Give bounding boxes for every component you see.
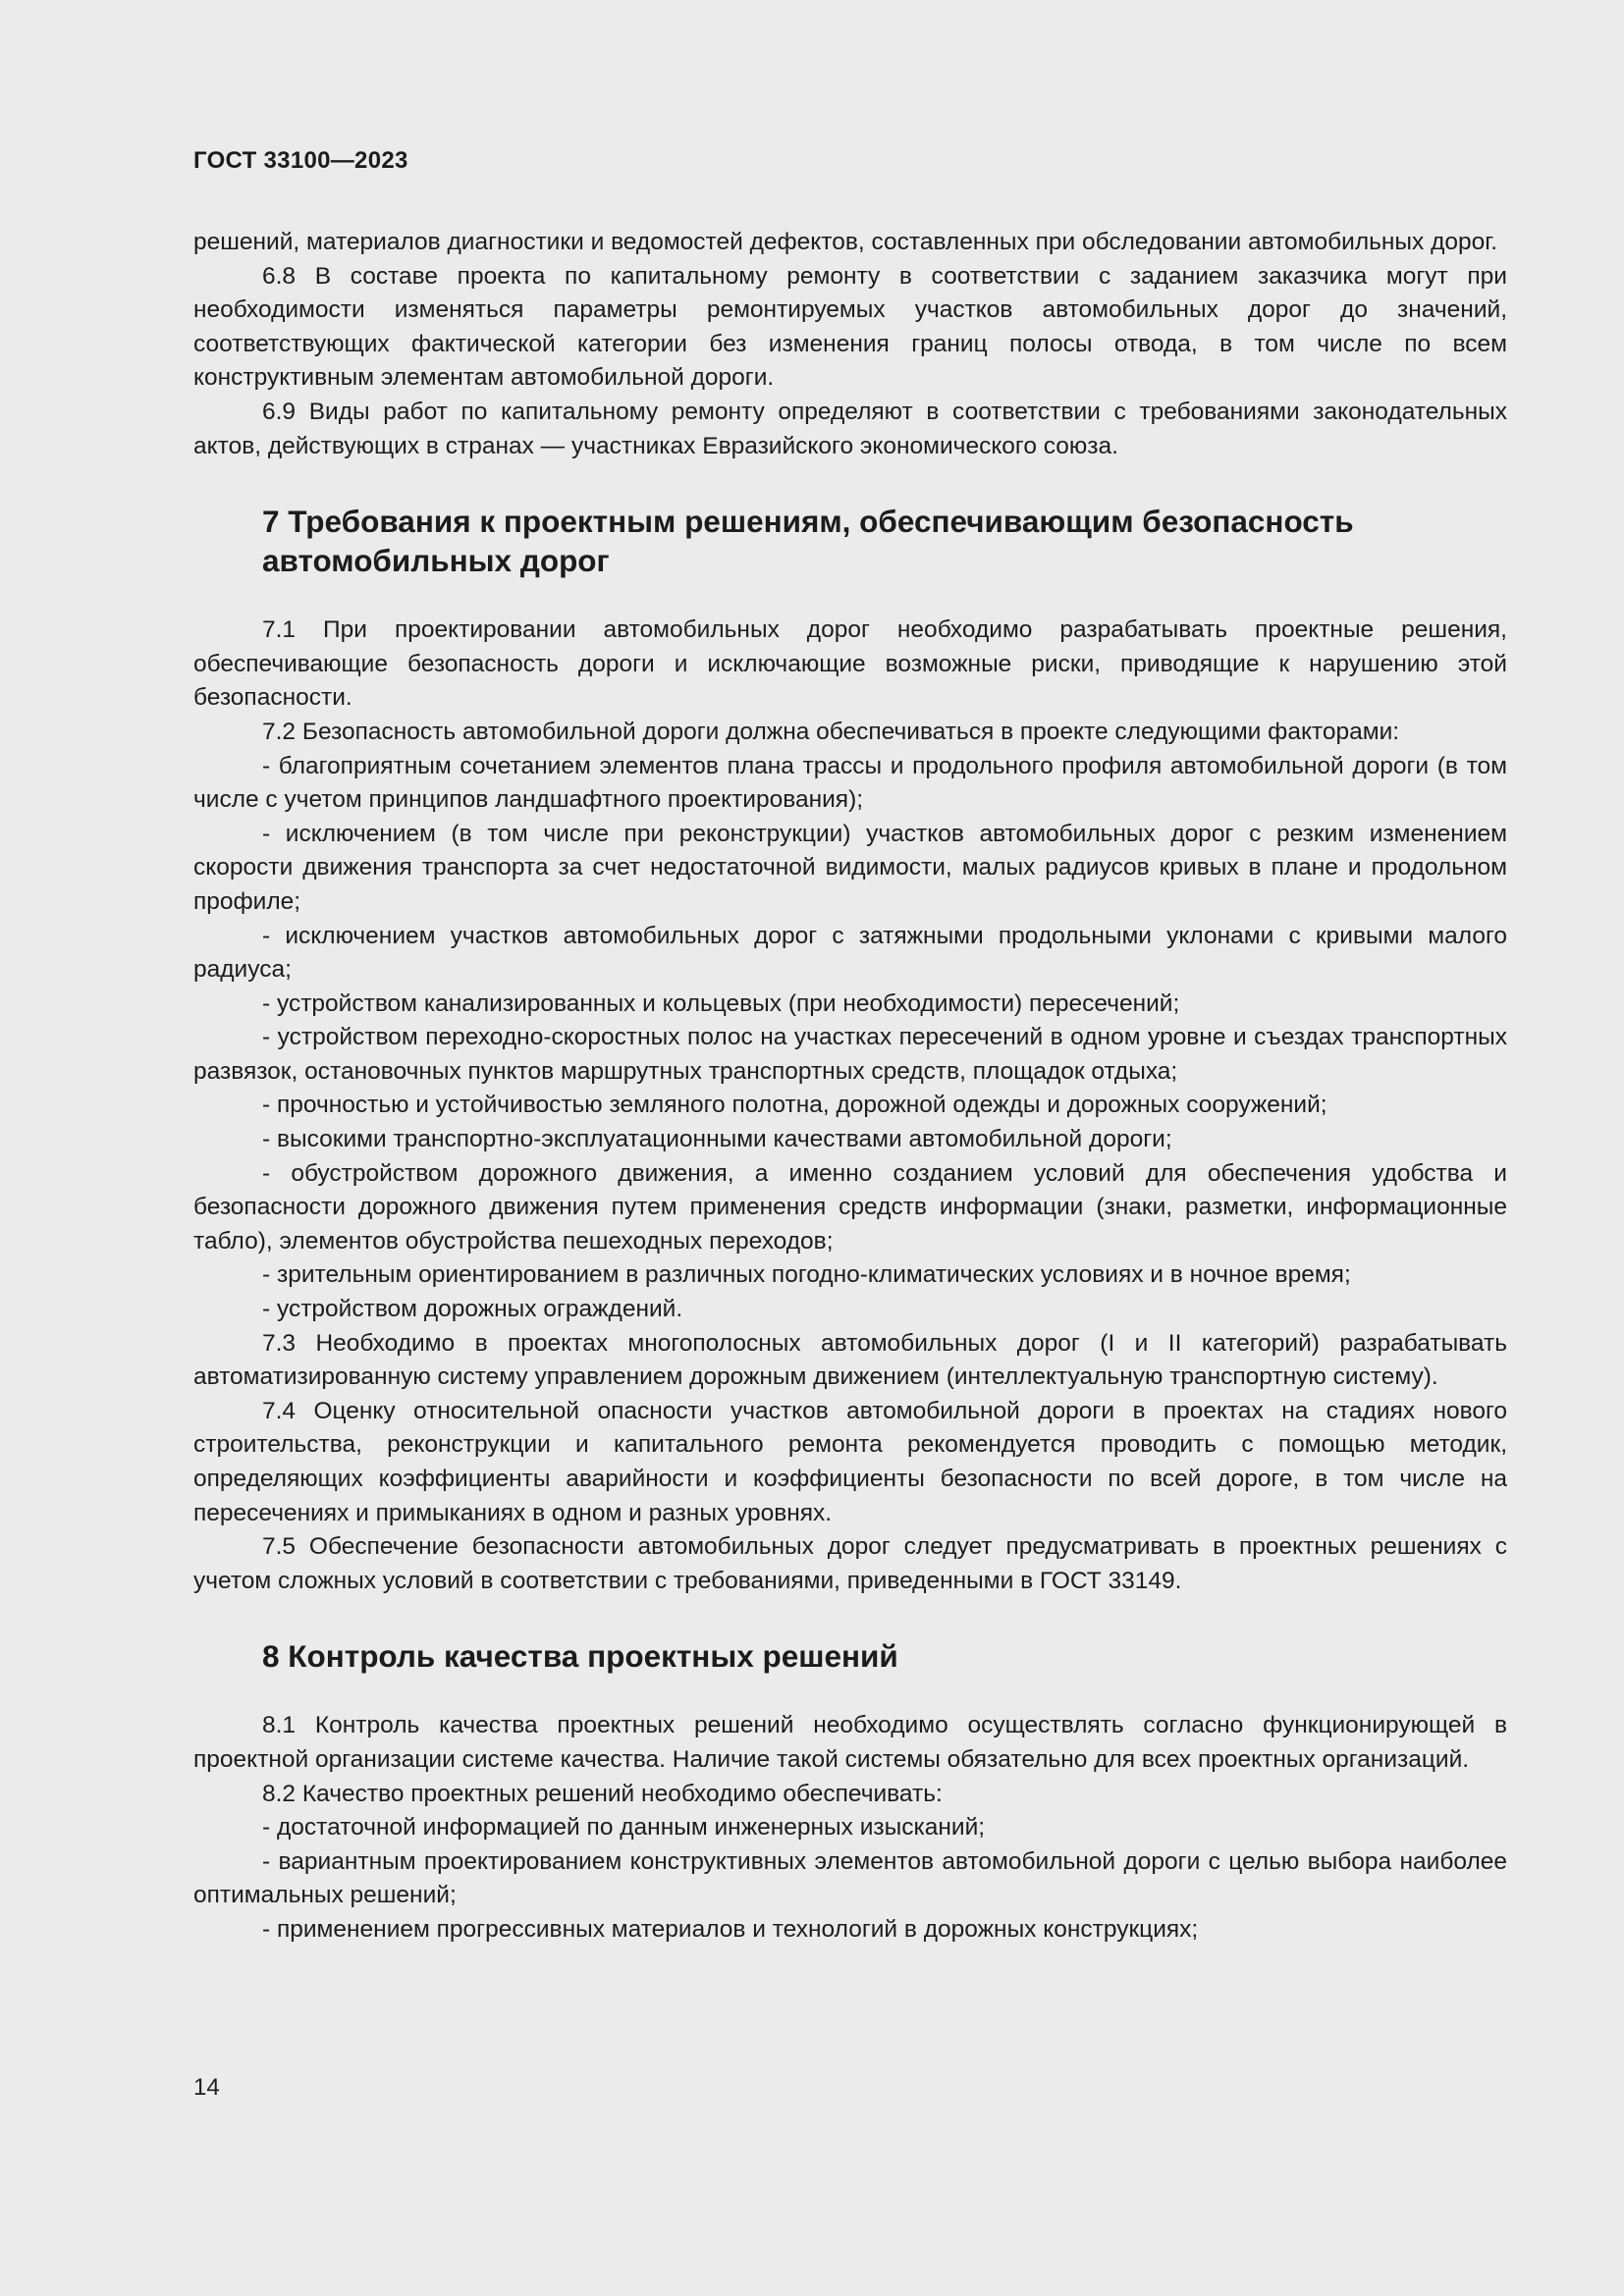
paragraph-6-8: 6.8 В составе проекта по капитальному ремонту в соответствии с заданием заказчика могут при необходимости изменяться параметры ремонтируемых участков автомобильных дорог до значений, соответствующих фактической категории без изменения границ полосы отвода, в том числе по всем конструктивным элементам автомобильной дороги. (193, 262, 1507, 392)
list-item: - исключением участков автомобильных дорог с затяжными продольными уклонами с кривыми малого радиуса; (193, 922, 1507, 984)
list-item: - устройством канализированных и кольцевых (при необходимости) пересечений; (262, 989, 1180, 1017)
standard-header: ГОСТ 33100—2023 (193, 147, 408, 174)
list-item: - устройством дорожных ограждений. (262, 1296, 683, 1323)
list-item: - благоприятным сочетанием элементов плана трассы и продольного профиля автомобильной дороги (в том числе с учетом принципов ландшафтного проектирования); (193, 752, 1507, 814)
list-item: - высокими транспортно-эксплуатационными качествами автомобильной дороги; (262, 1126, 1172, 1153)
section-heading-7: 7 Требования к проектным решениям, обеспечивающим безопасность автомобильных дорог (262, 504, 1354, 579)
paragraph-7-3: 7.3 Необходимо в проектах многополосных автомобильных дорог (I и II категорий) разрабатывать автоматизированную систему управлением дорожным движением (интеллектуальную транспортную систему). (193, 1329, 1507, 1391)
paragraph-7-5: 7.5 Обеспечение безопасности автомобильных дорог следует предусматривать в проектных решениях с учетом сложных условий в соответствии с требованиями, приведенными в ГОСТ 33149. (193, 1533, 1507, 1594)
list-item: - устройством переходно-скоростных полос на участках пересечений в одном уровне и съездах транспортных развязок, остановочных пунктов маршрутных транспортных средств, площадок отдыха; (193, 1024, 1507, 1085)
section-heading-8: 8 Контроль качества проектных решений (262, 1638, 898, 1675)
paragraph-7-1: 7.1 При проектировании автомобильных дорог необходимо разрабатывать проектные решения, обеспечивающие безопасность дороги и исключающие возможные риски, приводящие к нарушению этой безопасности. (193, 616, 1507, 712)
list-item: - зрительным ориентированием в различных погодно-климатических условиях и в ночное время; (262, 1261, 1351, 1289)
paragraph-8-2: 8.2 Качество проектных решений необходимо обеспечивать: (262, 1780, 943, 1807)
list-item: - прочностью и устойчивостью земляного полотна, дорожной одежды и дорожных сооружений; (262, 1092, 1327, 1119)
page-number: 14 (193, 2074, 220, 2101)
page-content (193, 226, 1507, 1948)
paragraph-7-2: 7.2 Безопасность автомобильной дороги должна обеспечиваться в проекте следующими факторами: (262, 718, 1400, 745)
list-item: - вариантным проектированием конструктивных элементов автомобильной дороги с целью выбора наиболее оптимальных решений; (193, 1847, 1507, 1909)
list-item: - применением прогрессивных материалов и технологий в дорожных конструкциях; (262, 1915, 1199, 1943)
paragraph-6-9: 6.9 Виды работ по капитальному ремонту определяют в соответствии с требованиями законодательных актов, действующих в странах — участниках Евразийского экономического союза. (193, 398, 1507, 459)
list-item: - обустройством дорожного движения, а именно созданием условий для обеспечения удобства и безопасности дорожного движения путем применения средств информации (знаки, разметки, информационные табло), элементов обустройства пешеходных переходов; (193, 1159, 1507, 1255)
paragraph-8-1: 8.1 Контроль качества проектных решений необходимо осуществлять согласно функционирующей в проектной организации системе качества. Наличие такой системы обязательно для всех проектных организаций. (193, 1712, 1507, 1773)
list-item: - исключением (в том числе при реконструкции) участков автомобильных дорог с резким изменением скорости движения транспорта за счет недостаточной видимости, малых радиусов кривых в плане и продольном профиле; (193, 820, 1507, 915)
paragraph-7-4: 7.4 Оценку относительной опасности участков автомобильной дороги в проектах на стадиях нового строительства, реконструкции и капитального ремонта рекомендуется проводить с помощью методик, определяющих коэффициенты аварийности и коэффициенты безопасности по всей дороге, в том числе на пересечениях и примыканиях в одном и разных уровнях. (193, 1397, 1507, 1526)
list-item: - достаточной информацией по данным инженерных изысканий; (262, 1814, 986, 1842)
paragraph-continuation: решений, материалов диагностики и ведомостей дефектов, составленных при обследовании автомобильных дорог. (193, 229, 1498, 255)
